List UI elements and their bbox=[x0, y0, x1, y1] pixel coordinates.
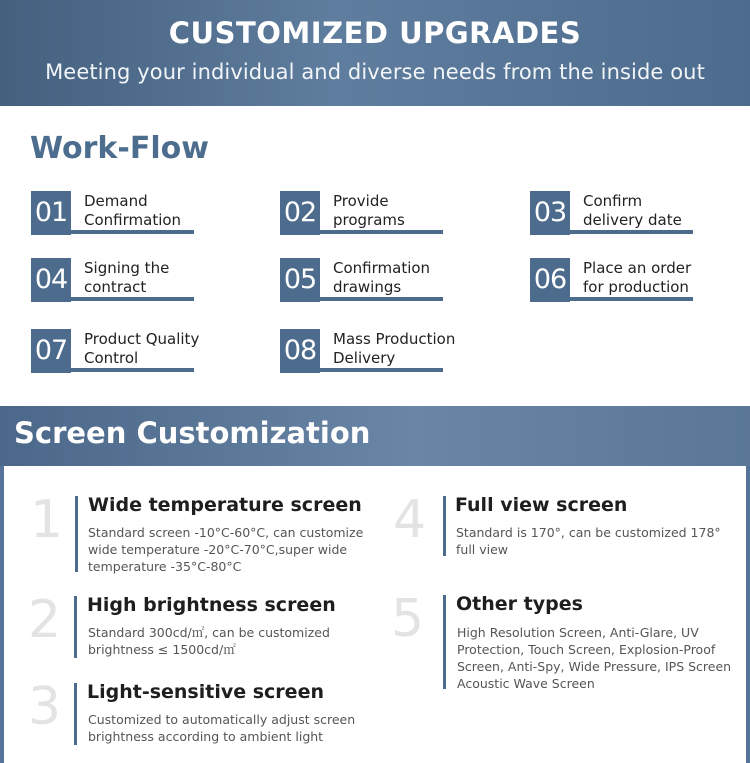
workflow-step-04 bbox=[31, 258, 251, 308]
step-underline bbox=[320, 230, 443, 234]
item-number: 2 bbox=[28, 590, 62, 650]
item-description: Standard screen -10°C-60°C, can customize wide temperature -20°C-70°C,super wide temperature -35°C-80°C bbox=[88, 525, 364, 574]
item-number: 1 bbox=[30, 490, 64, 550]
item-description: Customized to automatically adjust screen brightness according to ambient light bbox=[88, 712, 356, 744]
step-label: Provide programs bbox=[333, 192, 405, 229]
workflow-step-03 bbox=[530, 191, 750, 241]
step-underline bbox=[570, 230, 693, 234]
step-label: Mass Production Delivery bbox=[333, 330, 456, 367]
item-description: High Resolution Screen, Anti-Glare, UV Protection, Touch Screen, Explosion-Proof Screen, Anti-Spy, Wide Pressure, IPS Screen Acoustic Wave Screen bbox=[457, 625, 732, 691]
banner-subtitle: Meeting your individual and diverse needs from the inside out bbox=[45, 60, 705, 84]
step-underline bbox=[320, 368, 443, 372]
banner-title: CUSTOMIZED UPGRADES bbox=[168, 16, 582, 50]
item-number: 3 bbox=[28, 677, 62, 737]
workflow-step-08 bbox=[280, 329, 500, 379]
screen-type-item-4 bbox=[393, 492, 738, 558]
workflow-step-06 bbox=[530, 258, 750, 308]
screen-customization-heading: Screen Customization bbox=[14, 416, 371, 450]
step-underline bbox=[71, 297, 194, 301]
workflow-heading: Work-Flow bbox=[30, 131, 209, 166]
step-number: 07 bbox=[31, 329, 71, 373]
workflow-step-01 bbox=[31, 191, 251, 241]
step-underline bbox=[570, 297, 693, 301]
workflow-step-05 bbox=[280, 258, 500, 308]
screen-type-item-3 bbox=[28, 679, 373, 749]
step-label: Confirmation drawings bbox=[333, 259, 431, 296]
item-description: Standard is 170°, can be customized 178° full view bbox=[456, 525, 721, 557]
item-accent-bar bbox=[74, 596, 77, 658]
item-accent-bar bbox=[443, 496, 446, 556]
item-accent-bar bbox=[443, 595, 446, 689]
step-number: 06 bbox=[530, 258, 570, 302]
step-number: 01 bbox=[31, 191, 71, 235]
item-description: Standard 300cd/㎡, can be customized brightness ≤ 1500cd/㎡ bbox=[88, 625, 330, 657]
step-underline bbox=[71, 230, 194, 234]
step-label: Product Quality Control bbox=[84, 330, 200, 367]
item-number: 4 bbox=[393, 490, 427, 550]
step-number: 04 bbox=[31, 258, 71, 302]
item-accent-bar bbox=[75, 496, 78, 572]
step-underline bbox=[71, 368, 194, 372]
step-label: Place an order for production bbox=[583, 259, 692, 296]
step-label: Confirm delivery date bbox=[583, 192, 682, 229]
screen-type-item-5 bbox=[391, 591, 746, 691]
item-title: Full view screen bbox=[455, 494, 628, 516]
workflow-step-07 bbox=[31, 329, 251, 379]
step-underline bbox=[320, 297, 443, 301]
screen-type-item-2 bbox=[28, 592, 373, 662]
item-title: Other types bbox=[456, 593, 583, 615]
step-number: 05 bbox=[280, 258, 320, 302]
step-label: Signing the contract bbox=[84, 259, 170, 296]
step-label: Demand Confirmation bbox=[84, 192, 182, 229]
item-title: Wide temperature screen bbox=[88, 494, 362, 516]
item-accent-bar bbox=[74, 683, 77, 745]
item-title: High brightness screen bbox=[87, 594, 336, 616]
workflow-step-02 bbox=[280, 191, 500, 241]
item-title: Light-sensitive screen bbox=[87, 681, 324, 703]
step-number: 03 bbox=[530, 191, 570, 235]
header-banner bbox=[0, 0, 750, 106]
screen-type-item-1 bbox=[30, 492, 375, 576]
item-number: 5 bbox=[391, 589, 425, 649]
step-number: 08 bbox=[280, 329, 320, 373]
step-number: 02 bbox=[280, 191, 320, 235]
